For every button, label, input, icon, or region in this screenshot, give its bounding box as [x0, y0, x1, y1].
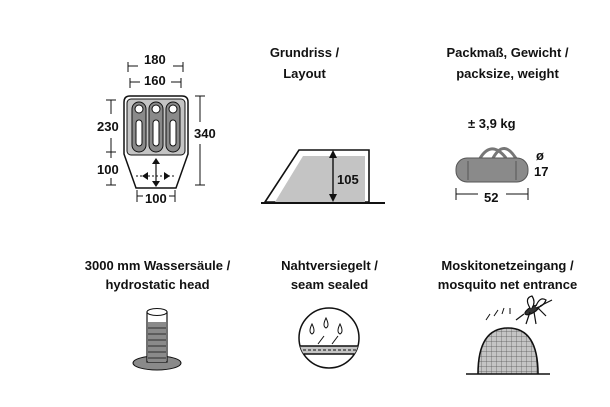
hydro-title-line1: 3000 mm Wassersäule /: [84, 258, 231, 273]
tent-side-icon: [203, 40, 406, 210]
dim-width-inner: 160: [144, 73, 166, 88]
dim-width-outer: 180: [144, 52, 166, 67]
pack-bag-icon: [406, 40, 609, 210]
pack-length: 52: [484, 190, 499, 205]
mosquito-panel: [406, 256, 609, 407]
dim-length-outer: 340: [194, 126, 216, 141]
hydro-title-line2: hydrostatic head: [105, 277, 210, 292]
pack-diameter-symbol: ø: [536, 148, 544, 163]
seam-title-line2: seam sealed: [290, 277, 369, 292]
pack-weight: ± 3,9 kg: [468, 116, 516, 131]
pack-title-line1: Packmaß, Gewicht /: [446, 45, 569, 60]
layout-title-line2: Layout: [283, 66, 326, 81]
dim-length-inner: 230: [97, 119, 119, 134]
mosquito-net-icon: [406, 256, 609, 407]
seam-panel: [228, 256, 431, 407]
layout-panel: [203, 40, 406, 210]
pack-diameter: 17: [534, 164, 549, 179]
pack-panel: [406, 40, 609, 210]
mosquito-title-line1: Moskitonetzeingang /: [441, 258, 574, 273]
layout-title-line1: Grundriss /: [269, 45, 340, 60]
seam-title-line1: Nahtversiegelt /: [281, 258, 378, 273]
mosquito-title-line2: mosquito net entrance: [437, 277, 578, 292]
tent-height: 105: [337, 172, 359, 187]
pack-title-line2: packsize, weight: [456, 66, 559, 81]
seam-sealed-icon: [228, 256, 431, 407]
floorplan-panel: [0, 40, 216, 210]
dim-vestibule-depth: 100: [97, 162, 119, 177]
dim-vestibule-width: 100: [145, 191, 167, 206]
